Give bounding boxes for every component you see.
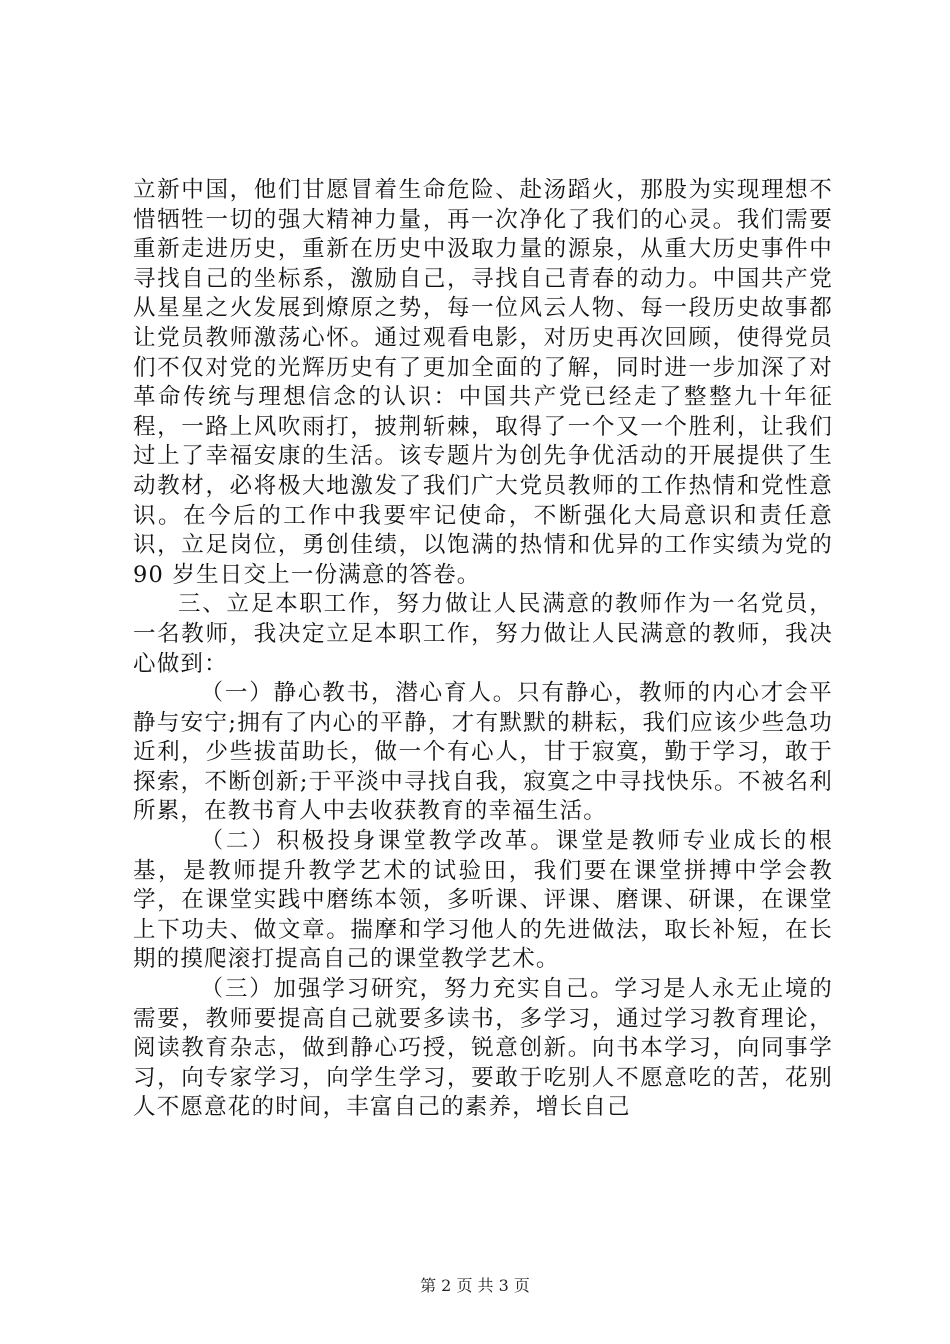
paragraph-item-three: （三）加强学习研究，努力充实自己。学习是人永无止境的需要，教师要提高自己就要多读书，多学习，通过学习教育理论，阅读教育杂志，做到静心巧授，锐意创新。向书本学习，向同事学习，向专家学习，向学生学习，要敢于吃别人不愿意吃的苦，花别人不愿意花的时间，丰富自己的素养，增长自己 bbox=[133, 976, 833, 1121]
document-body bbox=[133, 176, 833, 1123]
paragraph-item-one: （一）静心教书，潜心育人。只有静心，教师的内心才会平静与安宁;拥有了内心的平静，才有默默的耕耘，我们应该少些急功近利，少些拔苗助长，做一个有心人，甘于寂寞，勤于学习，敢于探索，不断创新;于平淡中寻找自我，寂寞之中寻找快乐。不被名利所累，在教书育人中去收获教育的幸福生活。 bbox=[133, 680, 833, 825]
page-footer: 第 2 页 共 3 页 bbox=[420, 1276, 530, 1295]
paragraph-continued: 立新中国，他们甘愿冒着生命危险、赴汤蹈火，那股为实现理想不惜牺牲一切的强大精神力量，再一次净化了我们的心灵。我们需要重新走进历史，重新在历史中汲取力量的源泉，从重大历史事件中寻找自己的坐标系，激励自己，寻找自己青春的动力。中国共产党从星星之火发展到燎原之势，每一位风云人物、每一段历史故事都让党员教师激荡心怀。通过观看电影，对历史再次回顾，使得党员们不仅对党的光辉历史有了更加全面的了解，同时进一步加深了对革命传统与理想信念的认识：中国共产党已经走了整整九十年征程，一路上风吹雨打，披荆斩棘，取得了一个又一个胜利，让我们过上了幸福安康的生活。该专题片为创先争优活动的开展提供了生动教材，必将极大地激发了我们广大党员教师的工作热情和党性意识。在今后的工作中我要牢记使命，不断强化大局意识和责任意识，立足岗位，勇创佳绩，以饱满的热情和优异的工作实绩为党的 90 岁生日交上一份满意的答卷。 bbox=[133, 177, 833, 588]
paragraph-section-three: 三、立足本职工作，努力做让人民满意的教师作为一名党员，一名教师，我决定立足本职工作，努力做让人民满意的教师，我决心做到： bbox=[133, 591, 833, 677]
paragraph-item-two: （二）积极投身课堂教学改革。课堂是教师专业成长的根基，是教师提升教学艺术的试验田，我们要在课堂拼搏中学会教学，在课堂实践中磨练本领，多听课、评课、磨课、研课，在课堂上下功夫、做文章。揣摩和学习他人的先进做法，取长补短，在长期的摸爬滚打提高自己的课堂教学艺术。 bbox=[133, 828, 833, 973]
